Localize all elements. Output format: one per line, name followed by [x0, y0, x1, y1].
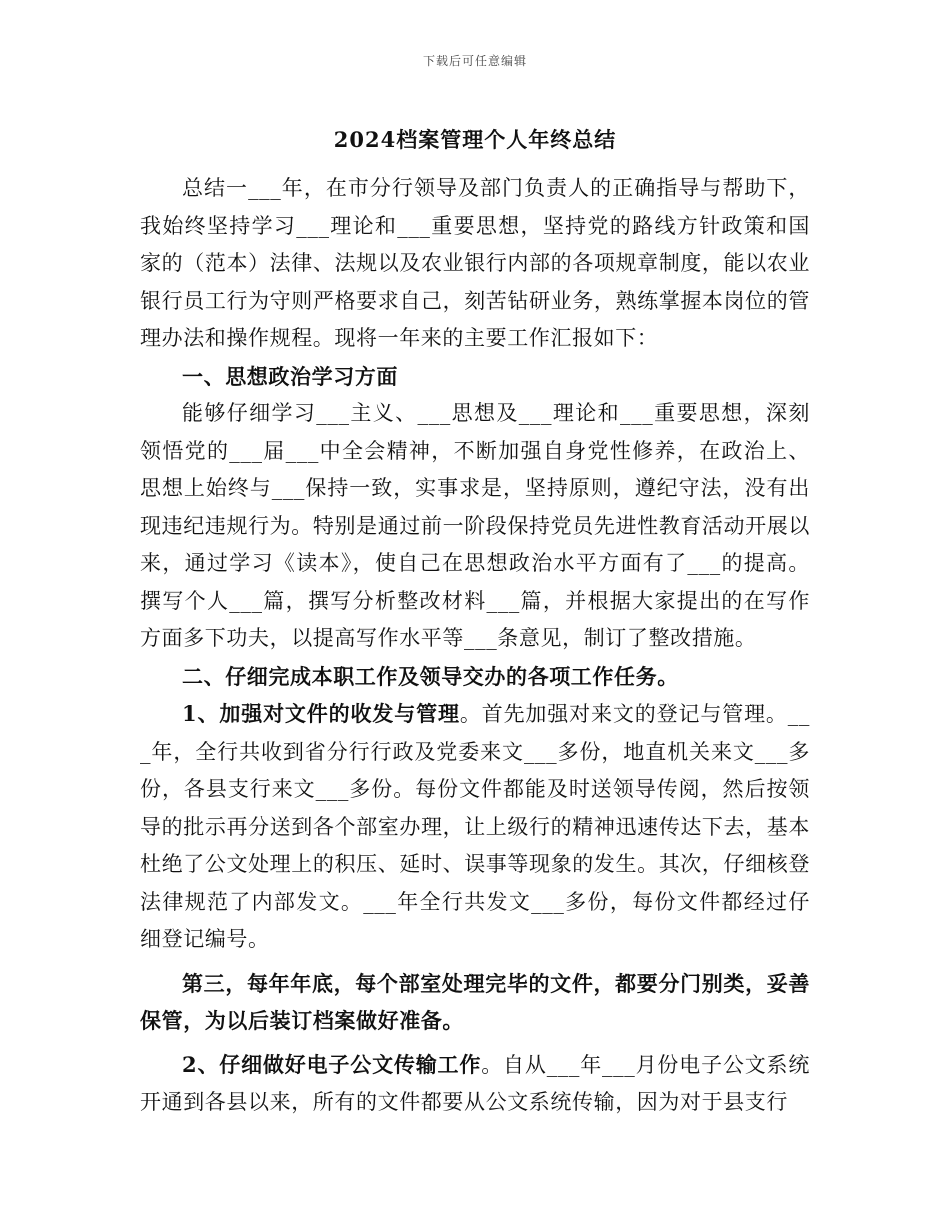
- paragraph-body-1: 。首先加强对来文的登记与管理。___年，全行共收到省分行行政及党委来文___多份，地直机关来文___多份，各县支行来文___多份。每份文件都能及时送领导传阅，然后按领导的批示再分送到各个部室办理，让上级行的精神迅速传达下去，基本杜绝了公文处理上的积压、延时、误事等现象的发生。其次，仔细核登法律规范了内部发文。___年全行共发文___多份，每份文件都经过仔细登记编号。: [140, 702, 810, 951]
- section-heading-3: 第三，每年年底，每个部室处理完毕的文件，都要分门别类，妥善保管，为以后装订档案做好准备。: [140, 970, 810, 1033]
- header-note: 下载后可任意编辑: [422, 54, 527, 68]
- document-body: [140, 170, 810, 1122]
- paragraph-lead-2: 2、仔细做好电子公文传输工作: [182, 1051, 482, 1077]
- paragraph-electronic-docs: [140, 1046, 810, 1122]
- section-heading-1: 一、思想政治学习方面: [182, 363, 398, 389]
- document-title: 2024档案管理个人年终总结: [333, 127, 617, 152]
- paragraph-document-management: [140, 695, 810, 959]
- paragraph-political-study: 能够仔细学习___主义、___思想及___理论和___重要思想，深刻领悟党的___届___中全会精神，不断加强自身党性修养，在政治上、思想上始终与___保持一致，实事求是，坚持原则，遵纪守法，没有出现违纪违规行为。特别是通过前一阶段保持党员先进性教育活动开展以来，通过学习《读本》，使自己在思想政治水平方面有了___的提高。撰写个人___篇，撰写分析整改材料___篇，并根据大家提出的在写作方面多下功夫，以提高写作水平等___条意见，制订了整改措施。: [140, 401, 810, 650]
- section-heading-2: 二、仔细完成本职工作及领导交办的各项工作任务。: [182, 663, 679, 689]
- paragraph-lead-1: 1、加强对文件的收发与管理: [182, 701, 460, 726]
- paragraph-intro: 总结一___年，在市分行领导及部门负责人的正确指导与帮助下，我始终坚持学习___理论和___重要思想，坚持党的路线方针政策和国家的（范本）法律、法规以及农业银行内部的各项规章制度，能以农业银行员工行为守则严格要求自己，刻苦钻研业务，熟练掌握本岗位的管理办法和操作规程。现将一年来的主要工作汇报如下：: [140, 176, 810, 350]
- paragraph-body-2: 。自从___年___月份电子公文系统开通到各县以来，所有的文件都要从公文系统传输，因为对于县支行: [140, 1052, 810, 1114]
